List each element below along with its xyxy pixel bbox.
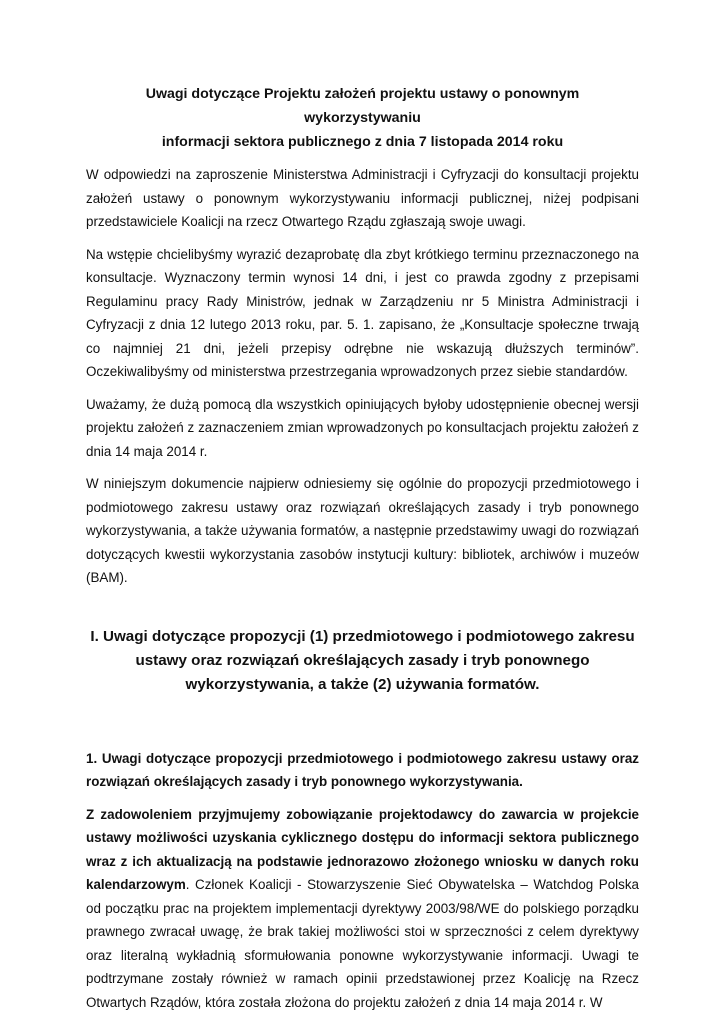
deadline-paragraph: Na wstępie chcielibyśmy wyrazić dezaprobatę dla zbyt krótkiego terminu przeznaczonego na konsultacje. Wyznaczony termin wynosi 14 dni, i jest co prawda zgodny z przepisami Regulaminu pracy Rady Ministrów, jednak w Zarządzeniu nr 5 Ministra Administracji i Cyfryzacji z dnia 12 lutego 2013 roku, par. 5. 1. zapisano, że „Konsultacje społeczne trwają co najmniej 21 dni, jeżeli przepisy odrębne nie wskazują dłuższych terminów”. Oczekiwalibyśmy od ministerstwa przestrzegania wprowadzonych przez siebie standardów. [86, 246, 639, 379]
cyclic-access-paragraph [86, 803, 639, 1015]
subsection-heading: 1. Uwagi dotyczące propozycji przedmiotowego i podmiotowego zakresu ustawy oraz rozwiązań określających zasady i tryb ponownego wykorzystywania. [86, 750, 639, 789]
section-heading: I. Uwagi dotyczące propozycji (1) przedmiotowego i podmiotowego zakresu ustawy oraz rozwiązań określających zasady i tryb ponownego wykorzystywania, a także (2) używania formatów. [90, 627, 635, 693]
intro-paragraph: W odpowiedzi na zaproszenie Ministerstwa Administracji i Cyfryzacji do konsultacji projektu założeń ustawy o ponownym wykorzystywaniu informacji publicznej, niżej podpisani przedstawiciele Koalicji na rzecz Otwartego Rządu zgłaszają swoje uwagi. [86, 167, 639, 229]
document-page [86, 82, 639, 1023]
document-outline-paragraph: W niniejszym dokumencie najpierw odniesiemy się ogólnie do propozycji przedmiotowego i podmiotowego zakresu ustawy oraz rozwiązań określających zasady i tryb ponownego wykorzystywania, a także używania formatów, a następnie przedstawimy uwagi do rozwiązań dotyczących kwestii wykorzystania zasobów instytucji kultury: bibliotek, archiwów i muzeów (BAM). [86, 476, 639, 585]
title-line-2: informacji sektora publicznego z dnia 7 listopada 2014 roku [161, 134, 564, 150]
document-title [86, 82, 639, 154]
cyclic-access-text: . Członek Koalicji - Stowarzyszenie Sieć Obywatelska – Watchdog Polska od początku prac na projektem implementacji dyrektywy 2003/98/WE do polskiego porządku prawnego zwracał uwagę, że brak takiej możliwości stoi w sprzeczności z celem dyrektywy oraz literalną wykładnią sformułowania ponowne wykorzystywanie informacji. Uwagi te podtrzymane zostały również w ramach opinii przedstawionej przez Koalicję na Rzecz Otwartych Rządów, która została złożona do projektu założeń z dnia 14 maja 2014 r. W [86, 877, 639, 1010]
title-line-1: Uwagi dotyczące Projektu założeń projektu ustawy o ponownym wykorzystywaniu [145, 86, 580, 126]
cyclic-access-bold-text: Z zadowoleniem przyjmujemy zobowiązanie projektodawcy do zawarcia w projekcie ustawy możliwości uzyskania cyklicznego dostępu do informacji sektora publicznego wraz z ich aktualizacją na podstawie jednorazowo złożonego wniosku w danych roku kalendarzowym [86, 806, 639, 892]
previous-version-paragraph: Uważamy, że dużą pomocą dla wszystkich opiniujących byłoby udostępnienie obecnej wersji projektu założeń z zaznaczeniem zmian wprowadzonych po konsultacjach projektu założeń z dnia 14 maja 2014 r. [86, 396, 639, 459]
